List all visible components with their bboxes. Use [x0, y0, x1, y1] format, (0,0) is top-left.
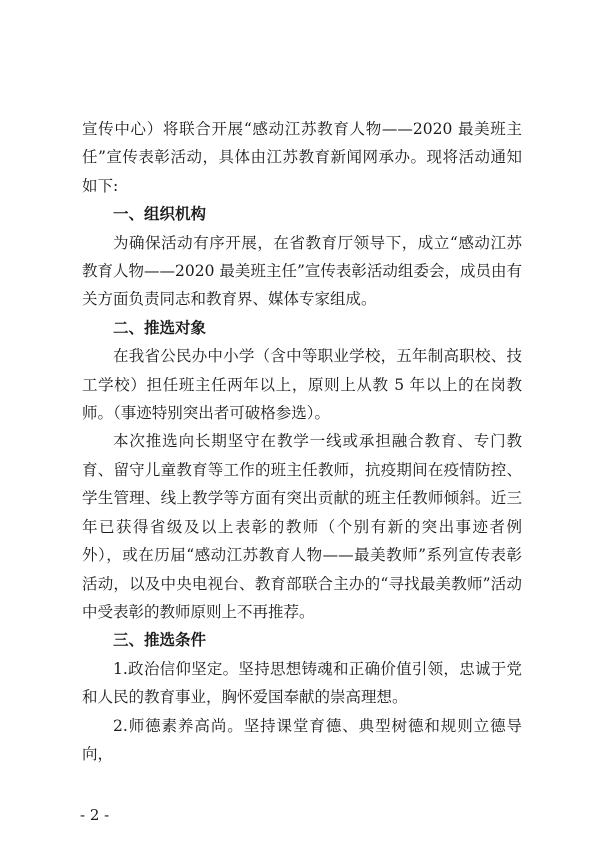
page-number: - 2 -: [80, 806, 110, 824]
section-heading-organization: 一、组织机构: [113, 205, 207, 224]
candidates-paragraph-1: 在我省公民办中小学（含中等职业学校，五年制高职校、技工学校）担任班主任两年以上，原则上从教 5 年以上的在岗教师。（事迹特别突出者可破格参选）。: [82, 347, 522, 423]
section-heading-conditions: 三、推选条件: [113, 631, 207, 650]
document-body: [82, 115, 522, 768]
candidates-paragraph-2: 本次推选向长期坚守在教学一线或承担融合教育、专门教育、留守儿童教育等工作的班主任教师，抗疫期间在疫情防控、学生管理、线上教学等方面有突出贡献的班主任教师倾斜。近三年已获得省级及以上表彰的教师（个别有新的突出事迹者例外），或在历届“感动江苏教育人物——最美教师”系列宣传表彰活动，以及中央电视台、教育部联合主办的“寻找最美教师”活动中受表彰的教师原则上不再推荐。: [82, 432, 522, 621]
condition-item-2: 2.师德素养高尚。坚持课堂育德、典型树德和规则立德导向，: [82, 716, 522, 763]
organization-paragraph: 为确保活动有序开展，在省教育厅领导下，成立“感动江苏教育人物——2020 最美班主任”宣传表彰活动组委会，成员由有关方面负责同志和教育界、媒体专家组成。: [82, 233, 522, 309]
intro-paragraph: 宣传中心）将联合开展“感动江苏教育人物——2020 最美班主任”宣传表彰活动，具体由江苏教育新闻网承办。现将活动通知如下:: [82, 120, 522, 195]
section-heading-candidates: 二、推选对象: [113, 318, 207, 337]
condition-item-1: 1.政治信仰坚定。坚持思想铸魂和正确价值引领，忠诚于党和人民的教育事业，胸怀爱国奉献的崇高理想。: [82, 659, 522, 707]
